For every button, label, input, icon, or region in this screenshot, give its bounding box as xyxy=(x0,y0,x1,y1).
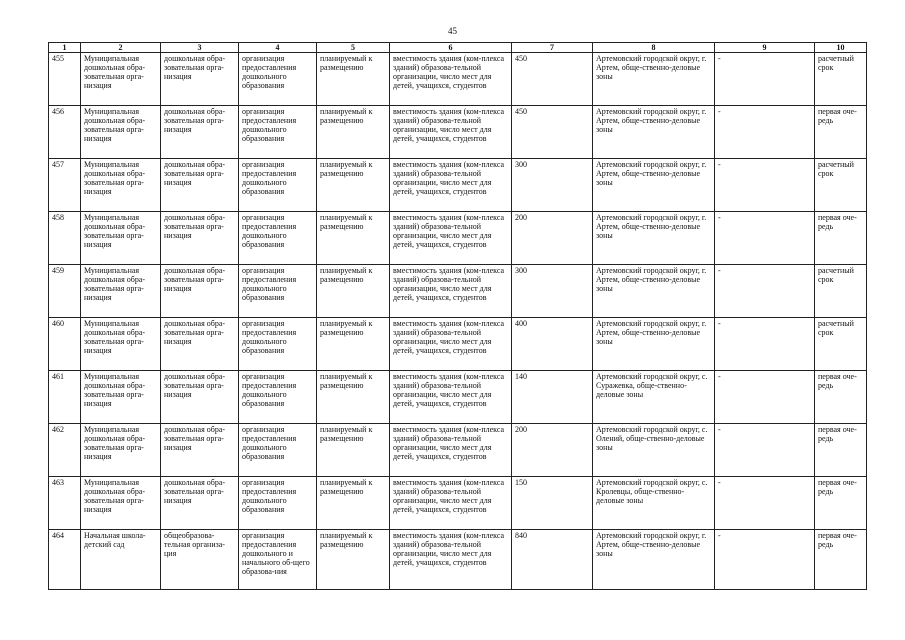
object-type: дошкольная обра-зовательная орга-низация xyxy=(161,318,239,371)
object-type: общеобразова-тельная организа-ция xyxy=(161,530,239,590)
object-characteristic: вместимость здания (ком-плекса зданий) образова-тельной организации, число мест для детей, учащихся, студентов xyxy=(390,477,512,530)
object-status: планируемый к размещению xyxy=(317,530,390,590)
object-purpose: организация предоставления дошкольного образования xyxy=(239,159,317,212)
object-purpose: организация предоставления дошкольного образования xyxy=(239,424,317,477)
characteristic-value: 450 xyxy=(512,106,593,159)
object-name: Муниципальная дошкольная обра-зовательная орга-низация xyxy=(81,424,161,477)
column-header: 7 xyxy=(512,43,593,53)
zone-type: - xyxy=(715,212,815,265)
object-name: Муниципальная дошкольная обра-зовательная орга-низация xyxy=(81,477,161,530)
object-location: Артемовский городской округ, г. Артем, обще-ственно-деловые зоны xyxy=(593,159,715,212)
table-row xyxy=(49,212,867,265)
table-body xyxy=(49,53,867,590)
object-characteristic: вместимость здания (ком-плекса зданий) образова-тельной организации, число мест для детей, учащихся, студентов xyxy=(390,265,512,318)
row-number: 461 xyxy=(49,371,81,424)
characteristic-value: 200 xyxy=(512,424,593,477)
zone-type: - xyxy=(715,53,815,106)
implementation-term: расчетный срок xyxy=(815,265,867,318)
row-number: 455 xyxy=(49,53,81,106)
object-status: планируемый к размещению xyxy=(317,53,390,106)
table-row xyxy=(49,530,867,590)
object-type: дошкольная обра-зовательная орга-низация xyxy=(161,159,239,212)
object-purpose: организация предоставления дошкольного образования xyxy=(239,371,317,424)
table-row xyxy=(49,318,867,371)
object-status: планируемый к размещению xyxy=(317,106,390,159)
object-location: Артемовский городской округ, г. Артем, обще-ственно-деловые зоны xyxy=(593,530,715,590)
object-type: дошкольная обра-зовательная орга-низация xyxy=(161,424,239,477)
implementation-term: первая оче-редь xyxy=(815,371,867,424)
object-status: планируемый к размещению xyxy=(317,212,390,265)
zone-type: - xyxy=(715,530,815,590)
object-status: планируемый к размещению xyxy=(317,371,390,424)
zone-type: - xyxy=(715,159,815,212)
object-purpose: организация предоставления дошкольного образования xyxy=(239,265,317,318)
column-header: 1 xyxy=(49,43,81,53)
table-row xyxy=(49,106,867,159)
object-characteristic: вместимость здания (ком-плекса зданий) образова-тельной организации, число мест для детей, учащихся, студентов xyxy=(390,371,512,424)
object-characteristic: вместимость здания (ком-плекса зданий) образова-тельной организации, число мест для детей, учащихся, студентов xyxy=(390,530,512,590)
characteristic-value: 840 xyxy=(512,530,593,590)
object-characteristic: вместимость здания (ком-плекса зданий) образова-тельной организации, число мест для детей, учащихся, студентов xyxy=(390,424,512,477)
objects-table xyxy=(48,42,867,590)
object-status: планируемый к размещению xyxy=(317,265,390,318)
column-header: 2 xyxy=(81,43,161,53)
object-name: Муниципальная дошкольная обра-зовательная орга-низация xyxy=(81,318,161,371)
row-number: 456 xyxy=(49,106,81,159)
object-status: планируемый к размещению xyxy=(317,477,390,530)
object-purpose: организация предоставления дошкольного и начального об-щего образова-ния xyxy=(239,530,317,590)
characteristic-value: 300 xyxy=(512,265,593,318)
table-row xyxy=(49,159,867,212)
characteristic-value: 450 xyxy=(512,53,593,106)
object-name: Муниципальная дошкольная обра-зовательная орга-низация xyxy=(81,106,161,159)
row-number: 462 xyxy=(49,424,81,477)
characteristic-value: 140 xyxy=(512,371,593,424)
object-type: дошкольная обра-зовательная орга-низация xyxy=(161,477,239,530)
row-number: 463 xyxy=(49,477,81,530)
object-characteristic: вместимость здания (ком-плекса зданий) образова-тельной организации, число мест для детей, учащихся, студентов xyxy=(390,159,512,212)
object-purpose: организация предоставления дошкольного образования xyxy=(239,318,317,371)
implementation-term: расчетный срок xyxy=(815,318,867,371)
column-header: 8 xyxy=(593,43,715,53)
zone-type: - xyxy=(715,371,815,424)
object-name: Начальная школа-детский сад xyxy=(81,530,161,590)
row-number: 459 xyxy=(49,265,81,318)
implementation-term: расчетный срок xyxy=(815,53,867,106)
object-characteristic: вместимость здания (ком-плекса зданий) образова-тельной организации, число мест для детей, учащихся, студентов xyxy=(390,106,512,159)
object-name: Муниципальная дошкольная обра-зовательная орга-низация xyxy=(81,159,161,212)
column-header: 5 xyxy=(317,43,390,53)
characteristic-value: 150 xyxy=(512,477,593,530)
object-location: Артемовский городской округ, г. Артем, обще-ственно-деловые зоны xyxy=(593,106,715,159)
object-location: Артемовский городской округ, с. Кролевцы, обще-ственно-деловые зоны xyxy=(593,477,715,530)
row-number: 460 xyxy=(49,318,81,371)
object-characteristic: вместимость здания (ком-плекса зданий) образова-тельной организации, число мест для детей, учащихся, студентов xyxy=(390,318,512,371)
object-location: Артемовский городской округ, г. Артем, обще-ственно-деловые зоны xyxy=(593,212,715,265)
object-status: планируемый к размещению xyxy=(317,318,390,371)
object-name: Муниципальная дошкольная обра-зовательная орга-низация xyxy=(81,265,161,318)
object-characteristic: вместимость здания (ком-плекса зданий) образова-тельной организации, число мест для детей, учащихся, студентов xyxy=(390,212,512,265)
object-name: Муниципальная дошкольная обра-зовательная орга-низация xyxy=(81,53,161,106)
row-number: 457 xyxy=(49,159,81,212)
table-row xyxy=(49,424,867,477)
column-header: 6 xyxy=(390,43,512,53)
zone-type: - xyxy=(715,424,815,477)
table-header xyxy=(49,43,867,53)
object-location: Артемовский городской округ, г. Артем, обще-ственно-деловые зоны xyxy=(593,53,715,106)
object-purpose: организация предоставления дошкольного образования xyxy=(239,212,317,265)
object-purpose: организация предоставления дошкольного образования xyxy=(239,477,317,530)
implementation-term: первая оче-редь xyxy=(815,212,867,265)
object-status: планируемый к размещению xyxy=(317,159,390,212)
object-name: Муниципальная дошкольная обра-зовательная орга-низация xyxy=(81,371,161,424)
page-number: 45 xyxy=(448,26,457,36)
row-number: 458 xyxy=(49,212,81,265)
column-header: 4 xyxy=(239,43,317,53)
characteristic-value: 300 xyxy=(512,159,593,212)
object-characteristic: вместимость здания (ком-плекса зданий) образова-тельной организации, число мест для детей, учащихся, студентов xyxy=(390,53,512,106)
characteristic-value: 200 xyxy=(512,212,593,265)
object-status: планируемый к размещению xyxy=(317,424,390,477)
object-location: Артемовский городской округ, с. Олений, обще-ственно-деловые зоны xyxy=(593,424,715,477)
characteristic-value: 400 xyxy=(512,318,593,371)
object-location: Артемовский городской округ, г. Артем, обще-ственно-деловые зоны xyxy=(593,318,715,371)
object-type: дошкольная обра-зовательная орга-низация xyxy=(161,371,239,424)
zone-type: - xyxy=(715,477,815,530)
implementation-term: первая оче-редь xyxy=(815,477,867,530)
table-row xyxy=(49,53,867,106)
column-header: 3 xyxy=(161,43,239,53)
object-type: дошкольная обра-зовательная орга-низация xyxy=(161,53,239,106)
header-row xyxy=(49,43,867,53)
object-type: дошкольная обра-зовательная орга-низация xyxy=(161,212,239,265)
zone-type: - xyxy=(715,265,815,318)
table-row xyxy=(49,265,867,318)
table-row xyxy=(49,371,867,424)
object-purpose: организация предоставления дошкольного образования xyxy=(239,53,317,106)
object-name: Муниципальная дошкольная обра-зовательная орга-низация xyxy=(81,212,161,265)
object-location: Артемовский городской округ, г. Артем, обще-ственно-деловые зоны xyxy=(593,265,715,318)
column-header: 10 xyxy=(815,43,867,53)
implementation-term: первая оче-редь xyxy=(815,424,867,477)
zone-type: - xyxy=(715,106,815,159)
implementation-term: первая оче-редь xyxy=(815,530,867,590)
object-location: Артемовский городской округ, с. Суражевка, обще-ственно-деловые зоны xyxy=(593,371,715,424)
object-purpose: организация предоставления дошкольного образования xyxy=(239,106,317,159)
object-type: дошкольная обра-зовательная орга-низация xyxy=(161,265,239,318)
object-type: дошкольная обра-зовательная орга-низация xyxy=(161,106,239,159)
table-row xyxy=(49,477,867,530)
implementation-term: первая оче-редь xyxy=(815,106,867,159)
column-header: 9 xyxy=(715,43,815,53)
zone-type: - xyxy=(715,318,815,371)
row-number: 464 xyxy=(49,530,81,590)
implementation-term: расчетный срок xyxy=(815,159,867,212)
